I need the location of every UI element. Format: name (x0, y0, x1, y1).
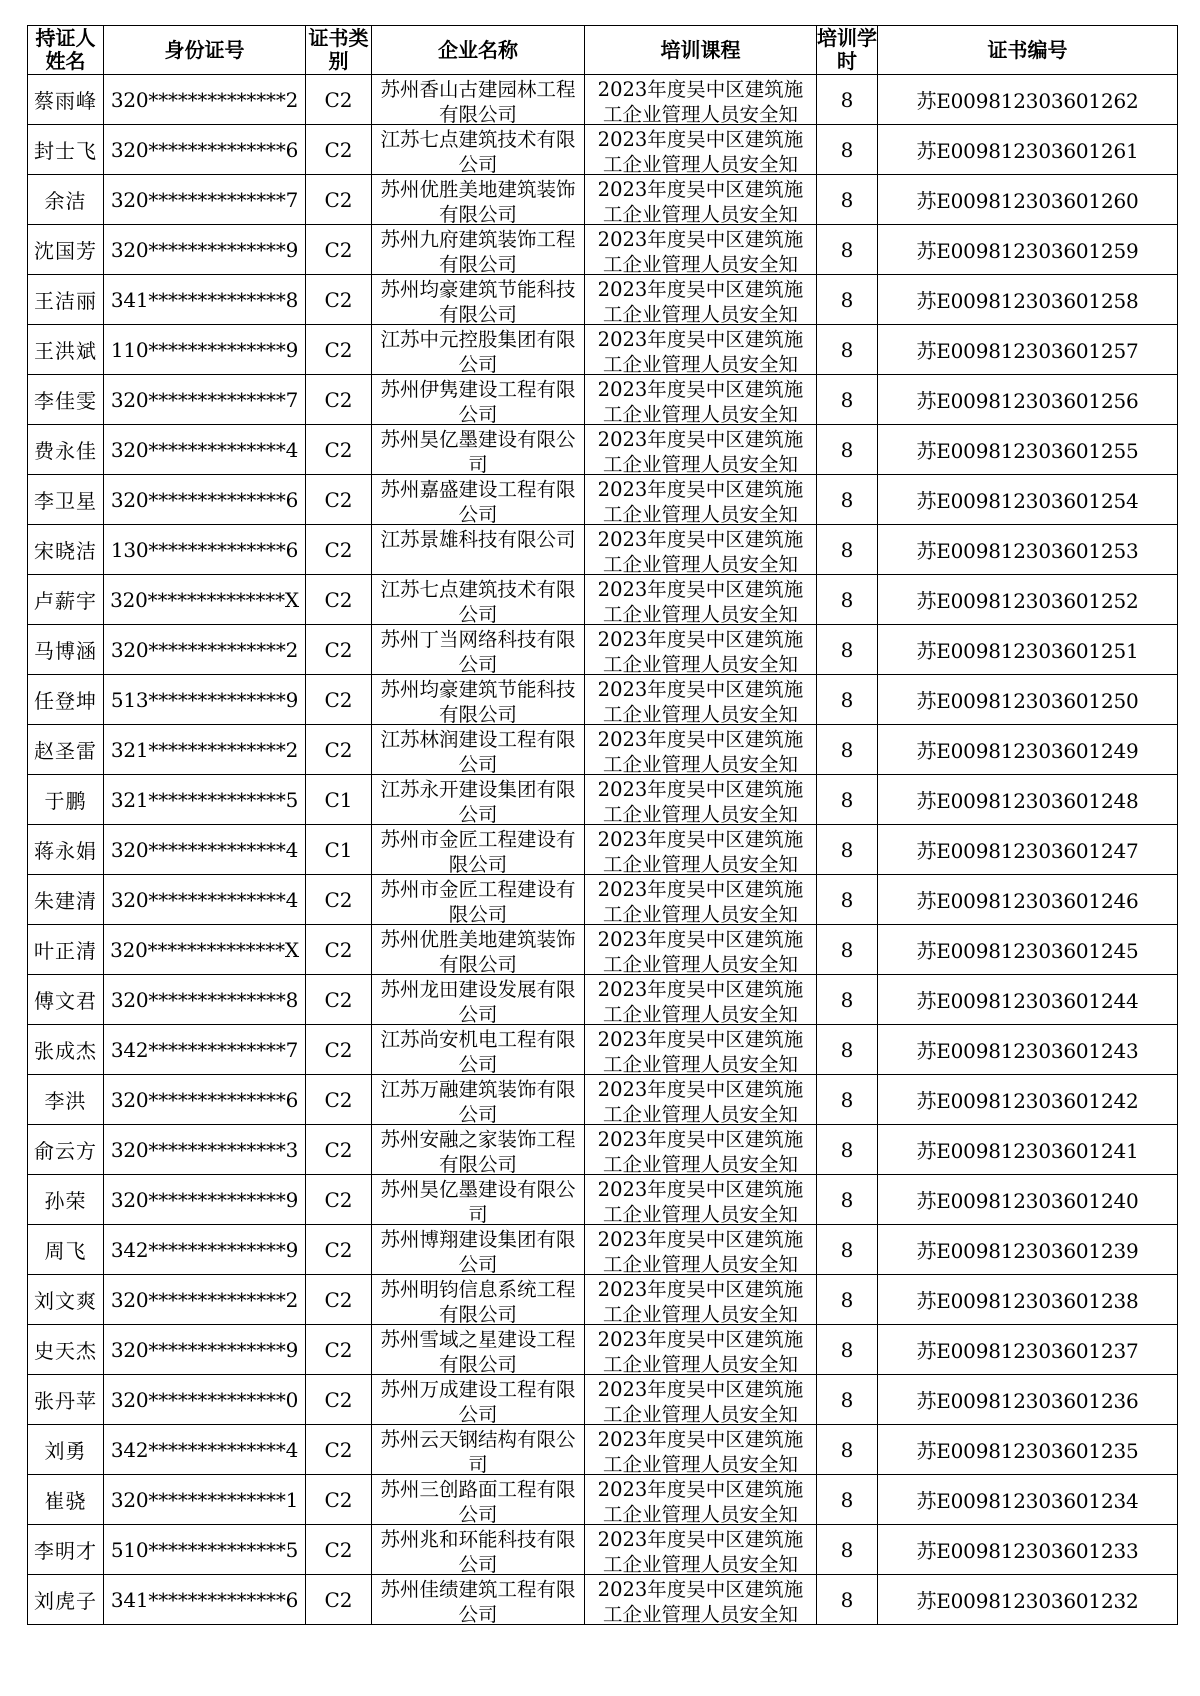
id-number-cell: 130**************6 (104, 525, 306, 575)
id-number-cell: 510**************5 (104, 1525, 306, 1575)
id-number-cell: 320**************7 (104, 375, 306, 425)
cert-type-cell: C2 (306, 625, 372, 675)
cert-type-cell: C2 (306, 125, 372, 175)
company-name-cell: 苏州优胜美地建筑装饰有限公司 (372, 175, 585, 225)
cert-type-cell: C1 (306, 775, 372, 825)
company-name-cell: 苏州九府建筑装饰工程有限公司 (372, 225, 585, 275)
cert-type-cell: C2 (306, 1325, 372, 1375)
training-course-cell: 2023年度吴中区建筑施工企业管理人员安全知 (585, 225, 817, 275)
training-hours-cell: 8 (817, 225, 878, 275)
holder-name-cell: 封士飞 (28, 125, 104, 175)
company-name-cell: 苏州均豪建筑节能科技有限公司 (372, 675, 585, 725)
cert-type-cell: C2 (306, 275, 372, 325)
id-number-cell: 321**************2 (104, 725, 306, 775)
id-number-cell: 320**************X (104, 575, 306, 625)
training-course-cell: 2023年度吴中区建筑施工企业管理人员安全知 (585, 375, 817, 425)
training-hours-cell: 8 (817, 525, 878, 575)
table-row (28, 975, 1178, 1025)
table-row (28, 1375, 1178, 1425)
company-name-cell: 江苏景雄科技有限公司 (372, 525, 585, 575)
training-hours-cell: 8 (817, 975, 878, 1025)
training-course-cell: 2023年度吴中区建筑施工企业管理人员安全知 (585, 575, 817, 625)
table-body (28, 75, 1178, 1625)
holder-name-cell: 崔骁 (28, 1475, 104, 1525)
holder-name-cell: 史天杰 (28, 1325, 104, 1375)
company-name-cell: 苏州嘉盛建设工程有限公司 (372, 475, 585, 525)
cert-type-cell: C2 (306, 475, 372, 525)
cert-type-cell: C2 (306, 1525, 372, 1575)
id-number-cell: 320**************6 (104, 125, 306, 175)
training-hours-cell: 8 (817, 675, 878, 725)
cert-number-cell: 苏E009812303601252 (878, 575, 1178, 625)
holder-name-cell: 朱建清 (28, 875, 104, 925)
holder-name-cell: 刘虎子 (28, 1575, 104, 1625)
company-name-cell: 江苏中元控股集团有限公司 (372, 325, 585, 375)
cert-type-cell: C2 (306, 575, 372, 625)
training-hours-cell: 8 (817, 325, 878, 375)
table-row (28, 325, 1178, 375)
cert-type-cell: C2 (306, 75, 372, 125)
training-course-cell: 2023年度吴中区建筑施工企业管理人员安全知 (585, 75, 817, 125)
holder-name-cell: 李洪 (28, 1075, 104, 1125)
cert-type-cell: C2 (306, 1275, 372, 1325)
training-course-cell: 2023年度吴中区建筑施工企业管理人员安全知 (585, 1475, 817, 1525)
table-row (28, 125, 1178, 175)
holder-name-cell: 宋晓洁 (28, 525, 104, 575)
holder-name-cell: 俞云方 (28, 1125, 104, 1175)
table-row (28, 725, 1178, 775)
table-row (28, 625, 1178, 675)
id-number-cell: 320**************4 (104, 875, 306, 925)
training-hours-cell: 8 (817, 575, 878, 625)
cert-type-cell: C2 (306, 725, 372, 775)
training-course-cell: 2023年度吴中区建筑施工企业管理人员安全知 (585, 1225, 817, 1275)
cert-type-cell: C2 (306, 1375, 372, 1425)
id-number-cell: 320**************4 (104, 825, 306, 875)
id-number-cell: 513**************9 (104, 675, 306, 725)
cert-type-cell: C2 (306, 375, 372, 425)
table-row (28, 1525, 1178, 1575)
training-course-cell: 2023年度吴中区建筑施工企业管理人员安全知 (585, 1175, 817, 1225)
company-name-cell: 苏州安融之家装饰工程有限公司 (372, 1125, 585, 1175)
cert-number-cell: 苏E009812303601258 (878, 275, 1178, 325)
training-hours-cell: 8 (817, 1475, 878, 1525)
cert-number-cell: 苏E009812303601242 (878, 1075, 1178, 1125)
training-hours-cell: 8 (817, 1325, 878, 1375)
training-course-cell: 2023年度吴中区建筑施工企业管理人员安全知 (585, 475, 817, 525)
id-number-cell: 342**************4 (104, 1425, 306, 1475)
training-course-cell: 2023年度吴中区建筑施工企业管理人员安全知 (585, 1425, 817, 1475)
cert-number-cell: 苏E009812303601243 (878, 1025, 1178, 1075)
id-number-cell: 320**************0 (104, 1375, 306, 1425)
id-number-cell: 320**************1 (104, 1475, 306, 1525)
header-cert-type: 证书类别 (306, 26, 372, 75)
training-hours-cell: 8 (817, 925, 878, 975)
cert-number-cell: 苏E009812303601255 (878, 425, 1178, 475)
training-course-cell: 2023年度吴中区建筑施工企业管理人员安全知 (585, 425, 817, 475)
training-course-cell: 2023年度吴中区建筑施工企业管理人员安全知 (585, 1075, 817, 1125)
training-course-cell: 2023年度吴中区建筑施工企业管理人员安全知 (585, 325, 817, 375)
company-name-cell: 苏州伊隽建设工程有限公司 (372, 375, 585, 425)
holder-name-cell: 张丹苹 (28, 1375, 104, 1425)
cert-number-cell: 苏E009812303601261 (878, 125, 1178, 175)
cert-type-cell: C2 (306, 175, 372, 225)
id-number-cell: 342**************7 (104, 1025, 306, 1075)
training-course-cell: 2023年度吴中区建筑施工企业管理人员安全知 (585, 1125, 817, 1175)
training-hours-cell: 8 (817, 275, 878, 325)
training-course-cell: 2023年度吴中区建筑施工企业管理人员安全知 (585, 275, 817, 325)
training-hours-cell: 8 (817, 375, 878, 425)
cert-number-cell: 苏E009812303601232 (878, 1575, 1178, 1625)
training-hours-cell: 8 (817, 725, 878, 775)
training-hours-cell: 8 (817, 1125, 878, 1175)
table-row (28, 1575, 1178, 1625)
cert-type-cell: C2 (306, 525, 372, 575)
table-row (28, 375, 1178, 425)
holder-name-cell: 沈国芳 (28, 225, 104, 275)
cert-number-cell: 苏E009812303601234 (878, 1475, 1178, 1525)
training-hours-cell: 8 (817, 475, 878, 525)
company-name-cell: 苏州均豪建筑节能科技有限公司 (372, 275, 585, 325)
table-row (28, 1425, 1178, 1475)
holder-name-cell: 李卫星 (28, 475, 104, 525)
id-number-cell: 320**************9 (104, 1325, 306, 1375)
training-hours-cell: 8 (817, 875, 878, 925)
training-course-cell: 2023年度吴中区建筑施工企业管理人员安全知 (585, 175, 817, 225)
holder-name-cell: 傅文君 (28, 975, 104, 1025)
training-course-cell: 2023年度吴中区建筑施工企业管理人员安全知 (585, 775, 817, 825)
training-hours-cell: 8 (817, 1375, 878, 1425)
table-row (28, 475, 1178, 525)
table-row (28, 175, 1178, 225)
holder-name-cell: 李明才 (28, 1525, 104, 1575)
training-course-cell: 2023年度吴中区建筑施工企业管理人员安全知 (585, 1375, 817, 1425)
cert-number-cell: 苏E009812303601236 (878, 1375, 1178, 1425)
company-name-cell: 江苏林润建设工程有限公司 (372, 725, 585, 775)
company-name-cell: 苏州三创路面工程有限公司 (372, 1475, 585, 1525)
table-row (28, 525, 1178, 575)
training-course-cell: 2023年度吴中区建筑施工企业管理人员安全知 (585, 1025, 817, 1075)
table-row (28, 1225, 1178, 1275)
header-hours: 培训学时 (817, 26, 877, 73)
company-name-cell: 苏州博翔建设集团有限公司 (372, 1225, 585, 1275)
holder-name-cell: 王洪斌 (28, 325, 104, 375)
header-company: 企业名称 (372, 26, 585, 75)
holder-name-cell: 蔡雨峰 (28, 75, 104, 125)
id-number-cell: 320**************6 (104, 475, 306, 525)
holder-name-cell: 卢薪宇 (28, 575, 104, 625)
training-course-cell: 2023年度吴中区建筑施工企业管理人员安全知 (585, 1325, 817, 1375)
holder-name-cell: 刘文爽 (28, 1275, 104, 1325)
company-name-cell: 苏州云天钢结构有限公司 (372, 1425, 585, 1475)
table-row (28, 775, 1178, 825)
table-row (28, 1125, 1178, 1175)
cert-number-cell: 苏E009812303601256 (878, 375, 1178, 425)
id-number-cell: 320**************8 (104, 975, 306, 1025)
company-name-cell: 苏州万成建设工程有限公司 (372, 1375, 585, 1425)
holder-name-cell: 余洁 (28, 175, 104, 225)
header-cert-number: 证书编号 (878, 26, 1178, 75)
table-row (28, 1475, 1178, 1525)
id-number-cell: 341**************8 (104, 275, 306, 325)
cert-number-cell: 苏E009812303601245 (878, 925, 1178, 975)
cert-type-cell: C2 (306, 425, 372, 475)
training-hours-cell: 8 (817, 1425, 878, 1475)
cert-type-cell: C2 (306, 975, 372, 1025)
training-hours-cell: 8 (817, 425, 878, 475)
company-name-cell: 苏州明钧信息系统工程有限公司 (372, 1275, 585, 1325)
training-course-cell: 2023年度吴中区建筑施工企业管理人员安全知 (585, 125, 817, 175)
table-row (28, 825, 1178, 875)
company-name-cell: 苏州香山古建园林工程有限公司 (372, 75, 585, 125)
training-hours-cell: 8 (817, 1225, 878, 1275)
cert-number-cell: 苏E009812303601244 (878, 975, 1178, 1025)
company-name-cell: 苏州雪域之星建设工程有限公司 (372, 1325, 585, 1375)
table-row (28, 575, 1178, 625)
training-hours-cell: 8 (817, 1575, 878, 1625)
id-number-cell: 321**************5 (104, 775, 306, 825)
id-number-cell: 342**************9 (104, 1225, 306, 1275)
cert-number-cell: 苏E009812303601241 (878, 1125, 1178, 1175)
cert-type-cell: C2 (306, 225, 372, 275)
cert-number-cell: 苏E009812303601249 (878, 725, 1178, 775)
cert-number-cell: 苏E009812303601251 (878, 625, 1178, 675)
id-number-cell: 320**************2 (104, 1275, 306, 1325)
cert-number-cell: 苏E009812303601250 (878, 675, 1178, 725)
company-name-cell: 江苏尚安机电工程有限公司 (372, 1025, 585, 1075)
company-name-cell: 苏州兆和环能科技有限公司 (372, 1525, 585, 1575)
training-course-cell: 2023年度吴中区建筑施工企业管理人员安全知 (585, 925, 817, 975)
certificate-roster-table (27, 25, 1178, 1625)
table-row (28, 925, 1178, 975)
cert-number-cell: 苏E009812303601247 (878, 825, 1178, 875)
company-name-cell: 苏州昊亿墨建设有限公司 (372, 1175, 585, 1225)
holder-name-cell: 叶正清 (28, 925, 104, 975)
cert-type-cell: C2 (306, 925, 372, 975)
training-hours-cell: 8 (817, 1025, 878, 1075)
cert-number-cell: 苏E009812303601235 (878, 1425, 1178, 1475)
table-row (28, 1025, 1178, 1075)
cert-type-cell: C2 (306, 1225, 372, 1275)
training-course-cell: 2023年度吴中区建筑施工企业管理人员安全知 (585, 625, 817, 675)
cert-number-cell: 苏E009812303601239 (878, 1225, 1178, 1275)
id-number-cell: 320**************2 (104, 625, 306, 675)
cert-type-cell: C2 (306, 1475, 372, 1525)
id-number-cell: 320**************9 (104, 1175, 306, 1225)
company-name-cell: 江苏七点建筑技术有限公司 (372, 575, 585, 625)
id-number-cell: 320**************9 (104, 225, 306, 275)
id-number-cell: 320**************2 (104, 75, 306, 125)
id-number-cell: 341**************6 (104, 1575, 306, 1625)
holder-name-cell: 张成杰 (28, 1025, 104, 1075)
table-row (28, 425, 1178, 475)
training-course-cell: 2023年度吴中区建筑施工企业管理人员安全知 (585, 975, 817, 1025)
holder-name-cell: 蒋永娟 (28, 825, 104, 875)
cert-type-cell: C2 (306, 1075, 372, 1125)
holder-name-cell: 任登坤 (28, 675, 104, 725)
training-hours-cell: 8 (817, 1525, 878, 1575)
training-course-cell: 2023年度吴中区建筑施工企业管理人员安全知 (585, 725, 817, 775)
cert-number-cell: 苏E009812303601237 (878, 1325, 1178, 1375)
training-hours-cell: 8 (817, 1175, 878, 1225)
holder-name-cell: 孙荣 (28, 1175, 104, 1225)
cert-type-cell: C2 (306, 1125, 372, 1175)
company-name-cell: 苏州佳绩建筑工程有限公司 (372, 1575, 585, 1625)
company-name-cell: 苏州昊亿墨建设有限公司 (372, 425, 585, 475)
company-name-cell: 苏州龙田建设发展有限公司 (372, 975, 585, 1025)
company-name-cell: 江苏万融建筑装饰有限公司 (372, 1075, 585, 1125)
cert-number-cell: 苏E009812303601260 (878, 175, 1178, 225)
training-hours-cell: 8 (817, 775, 878, 825)
holder-name-cell: 于鹏 (28, 775, 104, 825)
cert-type-cell: C1 (306, 825, 372, 875)
table-row (28, 1175, 1178, 1225)
cert-type-cell: C2 (306, 1175, 372, 1225)
cert-type-cell: C2 (306, 675, 372, 725)
cert-number-cell: 苏E009812303601254 (878, 475, 1178, 525)
company-name-cell: 江苏永开建设集团有限公司 (372, 775, 585, 825)
training-course-cell: 2023年度吴中区建筑施工企业管理人员安全知 (585, 1525, 817, 1575)
cert-type-cell: C2 (306, 1575, 372, 1625)
table-header-row (28, 26, 1178, 75)
cert-number-cell: 苏E009812303601257 (878, 325, 1178, 375)
holder-name-cell: 赵圣雷 (28, 725, 104, 775)
training-hours-cell: 8 (817, 1075, 878, 1125)
cert-number-cell: 苏E009812303601262 (878, 75, 1178, 125)
table-row (28, 75, 1178, 125)
training-course-cell: 2023年度吴中区建筑施工企业管理人员安全知 (585, 525, 817, 575)
table-row (28, 225, 1178, 275)
header-course: 培训课程 (585, 26, 817, 75)
cert-number-cell: 苏E009812303601259 (878, 225, 1178, 275)
table-row (28, 275, 1178, 325)
id-number-cell: 110**************9 (104, 325, 306, 375)
holder-name-cell: 刘勇 (28, 1425, 104, 1475)
id-number-cell: 320**************X (104, 925, 306, 975)
training-course-cell: 2023年度吴中区建筑施工企业管理人员安全知 (585, 1575, 817, 1625)
company-name-cell: 苏州市金匠工程建设有限公司 (372, 825, 585, 875)
table-row (28, 1275, 1178, 1325)
cert-type-cell: C2 (306, 1425, 372, 1475)
company-name-cell: 苏州优胜美地建筑装饰有限公司 (372, 925, 585, 975)
cert-number-cell: 苏E009812303601233 (878, 1525, 1178, 1575)
id-number-cell: 320**************7 (104, 175, 306, 225)
table-row (28, 875, 1178, 925)
table-row (28, 1075, 1178, 1125)
training-hours-cell: 8 (817, 1275, 878, 1325)
holder-name-cell: 马博涵 (28, 625, 104, 675)
training-hours-cell: 8 (817, 75, 878, 125)
cert-number-cell: 苏E009812303601253 (878, 525, 1178, 575)
training-course-cell: 2023年度吴中区建筑施工企业管理人员安全知 (585, 675, 817, 725)
training-course-cell: 2023年度吴中区建筑施工企业管理人员安全知 (585, 1275, 817, 1325)
training-course-cell: 2023年度吴中区建筑施工企业管理人员安全知 (585, 875, 817, 925)
training-hours-cell: 8 (817, 625, 878, 675)
id-number-cell: 320**************6 (104, 1075, 306, 1125)
header-id-number: 身份证号 (104, 26, 306, 75)
company-name-cell: 苏州丁当网络科技有限公司 (372, 625, 585, 675)
table-row (28, 1325, 1178, 1375)
training-hours-cell: 8 (817, 125, 878, 175)
holder-name-cell: 费永佳 (28, 425, 104, 475)
holder-name-cell: 周飞 (28, 1225, 104, 1275)
table-row (28, 675, 1178, 725)
header-name: 持证人姓名 (28, 26, 104, 75)
id-number-cell: 320**************4 (104, 425, 306, 475)
cert-number-cell: 苏E009812303601240 (878, 1175, 1178, 1225)
cert-number-cell: 苏E009812303601238 (878, 1275, 1178, 1325)
cert-number-cell: 苏E009812303601246 (878, 875, 1178, 925)
training-hours-cell: 8 (817, 175, 878, 225)
cert-type-cell: C2 (306, 1025, 372, 1075)
id-number-cell: 320**************3 (104, 1125, 306, 1175)
holder-name-cell: 王洁丽 (28, 275, 104, 325)
company-name-cell: 江苏七点建筑技术有限公司 (372, 125, 585, 175)
company-name-cell: 苏州市金匠工程建设有限公司 (372, 875, 585, 925)
training-hours-cell: 8 (817, 825, 878, 875)
cert-type-cell: C2 (306, 875, 372, 925)
cert-type-cell: C2 (306, 325, 372, 375)
cert-number-cell: 苏E009812303601248 (878, 775, 1178, 825)
holder-name-cell: 李佳雯 (28, 375, 104, 425)
training-course-cell: 2023年度吴中区建筑施工企业管理人员安全知 (585, 825, 817, 875)
